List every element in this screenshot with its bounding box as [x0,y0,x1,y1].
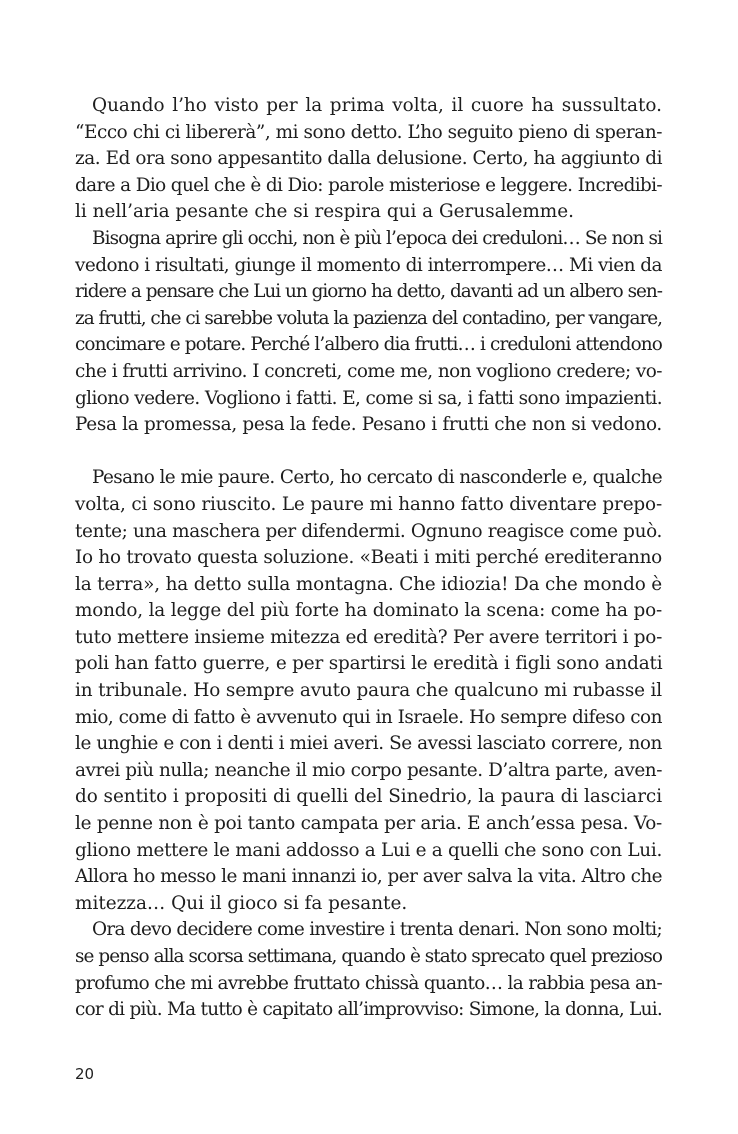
text-line: la terra», ha detto sulla montagna. Che idiozia! Da che mondo è [75,573,662,595]
text-line: mondo, la legge del più forte ha dominato la scena: come ha po- [75,600,662,622]
text-line: mio, come di fatto è avvenuto qui in Israele. Ho sempre difeso con [75,706,662,728]
text-line: le penne non è poi tanto campata per aria. E anch’essa pesa. Vo- [75,813,662,835]
paragraph-3 [75,465,662,917]
paragraph-1 [75,93,662,226]
page-number: 20 [75,1065,95,1083]
text-line: mitezza… Qui il gioco si fa pesante. [75,892,408,914]
paragraph-4 [75,917,662,1023]
text-line: volta, ci sono riuscito. Le paure mi hanno fatto diventare prepo- [75,493,663,515]
text-line: za frutti, che ci sarebbe voluta la pazienza del contadino, per vangare, [75,307,662,329]
text-line: gliono vedere. Vogliono i fatti. E, come si sa, i fatti sono impazienti. [75,387,662,409]
text-line: Allora ho messo le mani innanzi io, per aver salva la vita. Altro che [75,866,663,888]
text-line: cor di più. Ma tutto è capitato all’improvviso: Simone, la donna, Lui. [75,999,663,1021]
text-line: “Ecco chi ci libererà”, mi sono detto. L’ho seguito pieno di speran- [75,121,662,143]
text-line: poli han fatto guerre, e per spartirsi le eredità i figli sono andati [75,653,663,675]
text-line: concimare e potare. Perché l’albero dia frutti… i creduloni attendono [75,334,662,356]
text-line: Ora devo decidere come investire i trenta denari. Non sono molti; [92,919,662,941]
text-line: Io ho trovato questa soluzione. «Beati i miti perché erediteranno [75,547,662,569]
text-line: vedono i risultati, giunge il momento di interrompere… Mi vien da [75,254,662,276]
text-line: tuto mettere insieme mitezza ed eredità? Per avere territori i po- [75,626,662,648]
text-line: ridere a pensare che Lui un giorno ha detto, davanti ad un albero sen- [75,281,663,303]
text-line: Quando l’ho visto per la prima volta, il cuore ha sussultato. [92,95,662,116]
text-line: se penso alla scorsa settimana, quando è stato sprecato quel prezioso [75,946,663,967]
text-line: gliono mettere le mani addosso a Lui e a quelli che sono con Lui. [75,839,662,861]
paragraph-2 [75,226,662,439]
text-line: za. Ed ora sono appesantito dalla delusione. Certo, ha aggiunto di [75,148,663,170]
section-break [75,439,662,466]
text-line: Bisogna aprire gli occhi, non è più l’epoca dei creduloni… Se non si [92,227,662,249]
text-line: avrei più nulla; neanche il mio corpo pesante. D’altra parte, aven- [75,759,663,781]
text-line: che i frutti arrivino. I concreti, come me, non vogliono credere; vo- [75,360,662,382]
text-line: in tribunale. Ho sempre avuto paura che qualcuno mi rubasse il [75,680,663,702]
text-line: profumo che mi avrebbe fruttato chissà quanto… la rabbia pesa an- [75,972,662,994]
text-line: do sentito i propositi di quelli del Sinedrio, la paura di lasciarci [75,786,663,808]
text-line: le unghie e con i denti i miei averi. Se avessi lasciato correre, non [75,733,662,755]
body-text [75,93,662,1024]
text-line: li nell’aria pesante che si respira qui a Gerusalemme. [75,201,574,223]
text-line: tente; una maschera per difendermi. Ognuno reagisce come può. [75,520,662,542]
text-line: Pesa la promessa, pesa la fede. Pesano i frutti che non si vedono. [75,414,662,436]
text-line: dare a Dio quel che è di Dio: parole misteriose e leggere. Incredibi- [75,174,662,196]
text-line: Pesano le mie paure. Certo, ho cercato di nasconderle e, qualche [92,467,662,489]
